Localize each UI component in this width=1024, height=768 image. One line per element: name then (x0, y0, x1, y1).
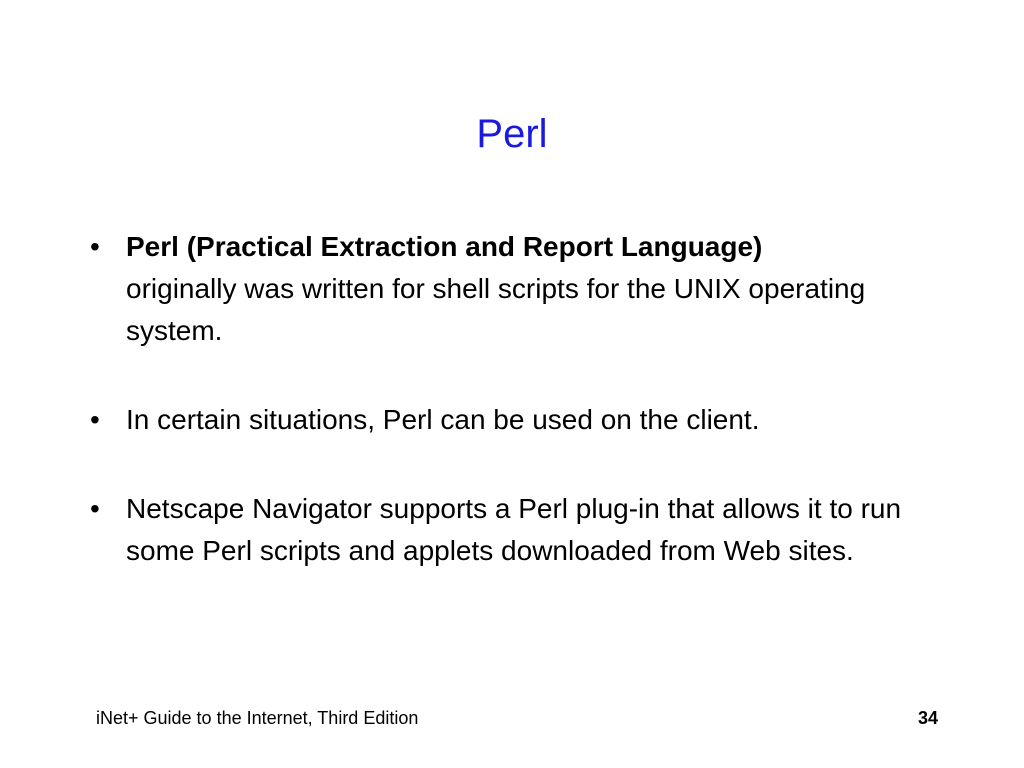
bullet-item (90, 399, 920, 441)
bullet-text: originally was written for shell scripts for the UNIX operating system. (126, 273, 866, 346)
slide-title: Perl (476, 112, 548, 156)
footer-page-number: 34 (917, 708, 938, 728)
bullet-bold-lead: Perl (Practical Extraction and Report Language) (126, 231, 763, 262)
bullet-item (90, 488, 920, 572)
bullet-marker: • (90, 404, 100, 435)
bullet-marker: • (90, 231, 100, 262)
bullet-item (90, 226, 920, 352)
bullet-list (90, 226, 920, 619)
bullet-text: Netscape Navigator supports a Perl plug-in that allows it to run some Perl scripts and applets downloaded from Web sites. (126, 493, 902, 566)
bullet-text: In certain situations, Perl can be used on the client. (126, 404, 760, 435)
bullet-marker: • (90, 493, 100, 524)
footer-book-title: iNet+ Guide to the Internet, Third Edition (96, 708, 419, 728)
